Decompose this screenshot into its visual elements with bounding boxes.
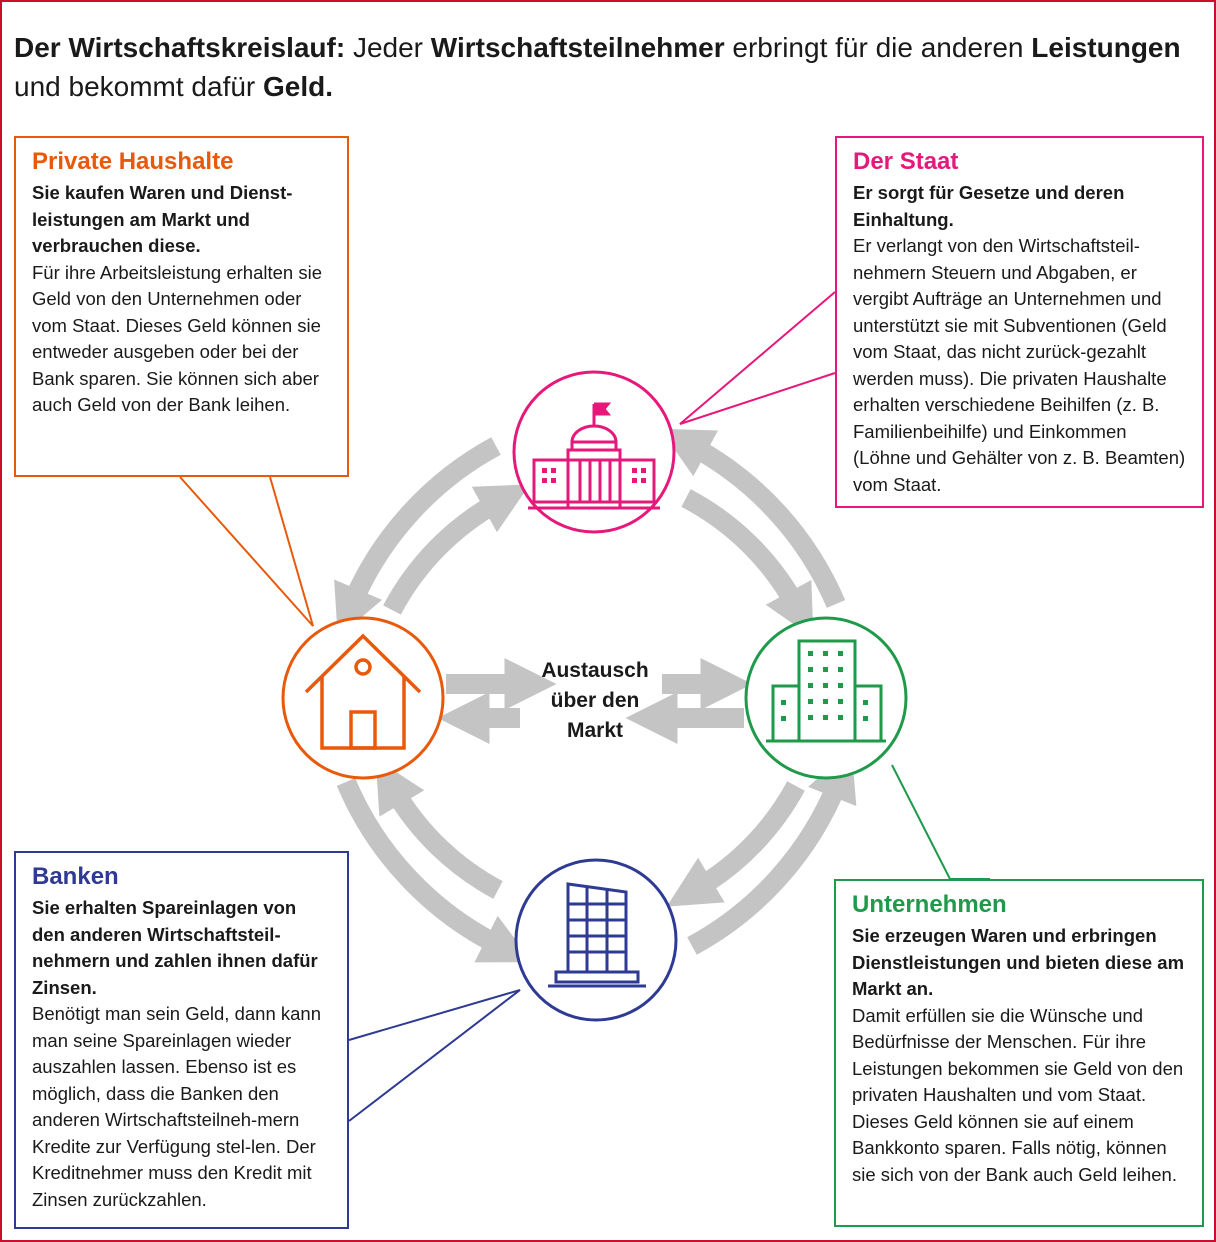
headline-part3: Wirtschaftsteilnehmer [430,32,725,63]
office-window [823,715,828,720]
market-bar-left-top [446,674,520,694]
body-private-haushalte: Für ihre Arbeitsleistung erhalten sie Geld von den Unternehmen oder vom Staat. Dieses Geld können sie entweder ausgeben oder bei der Bank sparen. Sie können sich aber auch Geld von der Bank leihen. [32,261,322,415]
office-window [863,716,868,721]
office-window [808,667,813,672]
lead-unternehmen: Sie erzeugen Waren und erbringen Dienstleistungen und bieten diese am Markt an. [852,925,1185,999]
callout-pointer-haushalte [180,477,313,626]
title-unternehmen: Unternehmen [852,891,1007,918]
body-staat: Er verlangt von den Wirtschaftsteil-nehmern Steuern und Abgaben, er vergibt Aufträge an Unternehmen und unterstützt sie mit Subventionen (Geld vom Staat, das nicht zurück-gezahlt werden muss). Die privaten Haushalte erhalten verschiedene Beihilfen (z. B. Familienbeihilfe) und Einkommen (Löhne und Gehälter von z. B. Beamten) vom Staat. [853,235,1186,495]
lead-private-haushalte: Sie kaufen Waren und Dienst-leistungen am Markt und verbrauchen diese. [32,182,293,256]
center-line-2: über den [550,689,640,712]
office-window [823,651,828,656]
office-window [808,715,813,720]
arrow-haushalte-to-banken [346,782,500,946]
box-staat [835,136,1204,508]
headline-part6: und bekommt dafür [14,71,264,102]
market-bar-right-bottom [662,708,744,728]
center-market-label [520,656,670,746]
box-banken [14,851,349,1229]
office-window [808,699,813,704]
headline-part4: erbringt für die anderen [724,32,1032,63]
office-window [808,651,813,656]
callout-pointer-unternehmen [892,765,990,879]
lead-banken: Sie erhalten Spareinlagen von den anderen Wirtschaftsteil-nehmern und zahlen ihnen dafür Zinsen. [32,897,318,998]
title-staat: Der Staat [853,148,959,175]
office-window [838,715,843,720]
office-window [838,683,843,688]
center-line-1: Austausch [541,659,649,682]
body-unternehmen: Damit erfüllen sie die Wünsche und Bedürfnisse der Menschen. Für ihre Leistungen bekommen sie Geld von den privaten Haushalten und vom Staat. Dieses Geld können sie auf einem Bankkonto sparen. Falls nötig, können sie sich von der Bank auch Geld leihen. [852,1004,1184,1185]
title-private-haushalte: Private Haushalte [32,148,234,175]
title-banken: Banken [32,863,119,890]
lead-staat: Er sorgt für Gesetze und deren Einhaltung. [853,182,1125,230]
office-window [823,667,828,672]
office-window [781,716,786,721]
office-window [823,699,828,704]
headline-part5: Leistungen [1031,32,1181,63]
office-window [781,700,786,705]
headline-part1: Der Wirtschaftskreislauf: [14,32,346,63]
office-window [838,667,843,672]
box-unternehmen [834,879,1204,1227]
circle-haushalte [283,618,443,778]
callout-pointer-banken [349,990,520,1121]
arrow-banken-to-unternehmen [692,782,838,946]
office-window [838,651,843,656]
office-window [838,699,843,704]
box-private-haushalte [14,136,349,477]
circle-banken [516,860,676,1020]
office-window [863,700,868,705]
office-window [808,683,813,688]
office-window [823,683,828,688]
body-banken: Benötigt man sein Geld, dann kann man seine Spareinlagen wieder auszahlen lassen. Ebenso ist es möglich, dass die Banken den anderen Wirtschaftsteilneh-mern Kredite zur Verfügung stel-len. Der Kreditnehmer muss den Kredit mit Zinsen zurückzahlen. [32,1003,321,1210]
callout-pointer-staat [680,292,835,424]
headline-part7: Geld. [263,71,334,102]
headline-part2: Jeder [345,32,431,63]
center-line-3: Markt [566,719,624,742]
